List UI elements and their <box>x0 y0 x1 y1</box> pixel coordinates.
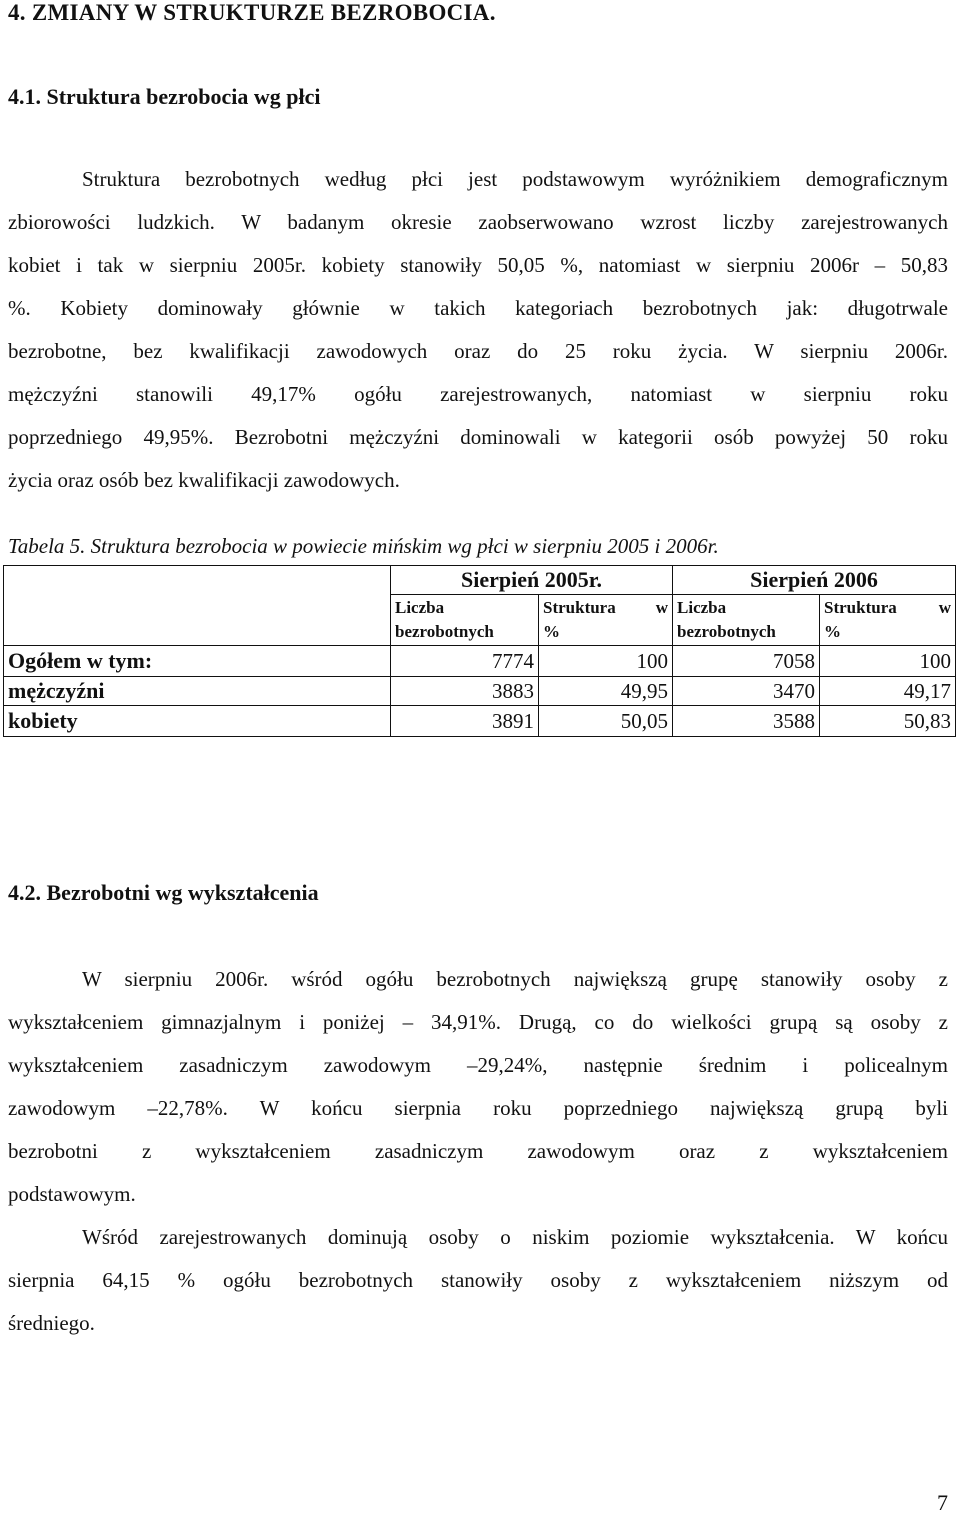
paragraph-line: W sierpniu 2006r. wśród ogółu bezrobotnych największą grupę stanowiły osoby z <box>82 967 948 991</box>
subheader-line: Liczba <box>677 598 727 617</box>
unemployment-gender-table <box>3 565 956 737</box>
subheader-count-2005 <box>391 595 539 646</box>
table-cell: 3470 <box>673 677 820 706</box>
subheader-line: % <box>824 622 842 641</box>
subheader-line: % <box>543 622 560 641</box>
year-header-2005: Sierpień 2005r. <box>391 566 673 595</box>
subheader-share-2005 <box>539 595 673 646</box>
paragraph-line: poprzedniego 49,95%. Bezrobotni mężczyźni dominowali w kategorii osób powyżej 50 roku <box>8 425 948 449</box>
subheader-line: bezrobotnych <box>395 622 494 641</box>
table-header-row <box>4 566 956 595</box>
paragraph-line: zbiorowości ludzkich. W badanym okresie zaobserwowano wzrost liczby zarejestrowanych <box>8 210 948 234</box>
table-cell: 3891 <box>391 706 539 737</box>
paragraph-line: Wśród zarejestrowanych dominują osoby o niskim poziomie wykształcenia. W końcu <box>82 1225 948 1249</box>
paragraph-education-1 <box>8 958 948 1216</box>
subheader-count-2006 <box>673 595 820 646</box>
section-title-4-2: 4.2. Bezrobotni wg wykształcenia <box>8 880 319 905</box>
paragraph-line: mężczyźni stanowili 49,17% ogółu zarejestrowanych, natomiast w sierpniu roku <box>8 382 948 406</box>
paragraph-line: średniego. <box>8 1311 95 1335</box>
paragraph-line: kobiet i tak w sierpniu 2005r. kobiety stanowiły 50,05 %, natomiast w sierpniu 2006r – 50,83 <box>8 253 948 277</box>
table-cell: 100 <box>539 646 673 677</box>
paragraph-line: Struktura bezrobotnych według płci jest podstawowym wyróżnikiem demograficznym <box>82 167 948 191</box>
table-corner-cell <box>4 566 391 646</box>
paragraph-line: zawodowym –22,78%. W końcu sierpnia roku poprzedniego największą grupą byli <box>8 1096 948 1120</box>
paragraph-gender-structure <box>8 158 948 502</box>
subheader-line: Liczba <box>395 598 445 617</box>
paragraph-line: bezrobotni z wykształceniem zasadniczym zawodowym oraz z wykształceniem <box>8 1139 948 1163</box>
paragraph-line: podstawowym. <box>8 1182 136 1206</box>
subheader-share-2006 <box>820 595 956 646</box>
paragraph-education-2 <box>8 1216 948 1345</box>
table-cell: 50,05 <box>539 706 673 737</box>
table-row <box>4 646 956 677</box>
table-cell: 100 <box>820 646 956 677</box>
row-label-men: mężczyźni <box>4 677 391 706</box>
paragraph-line: wykształceniem gimnazjalnym i poniżej – 34,91%. Drugą, co do wielkości grupą są osoby z <box>8 1010 948 1034</box>
paragraph-line: bezrobotne, bez kwalifikacji zawodowych oraz do 25 roku życia. W sierpniu 2006r. <box>8 339 948 363</box>
paragraph-line: sierpnia 64,15 % ogółu bezrobotnych stanowiły osoby z wykształceniem niższym od <box>8 1268 948 1292</box>
table-cell: 7058 <box>673 646 820 677</box>
subheader-line: Struktura w <box>824 598 952 617</box>
table-cell: 49,17 <box>820 677 956 706</box>
subheader-line: Struktura w <box>543 598 669 617</box>
table-cell: 50,83 <box>820 706 956 737</box>
year-header-2006: Sierpień 2006 <box>673 566 956 595</box>
paragraph-line: %. Kobiety dominowały głównie w takich kategoriach bezrobotnych jak: długotrwale <box>8 296 948 320</box>
table-cell: 7774 <box>391 646 539 677</box>
paragraph-line: życia oraz osób bez kwalifikacji zawodowych. <box>8 468 400 492</box>
paragraph-line: wykształceniem zasadniczym zawodowym –29,24%, następnie średnim i policealnym <box>8 1053 948 1077</box>
table-caption: Tabela 5. Struktura bezrobocia w powiecie mińskim wg płci w sierpniu 2005 i 2006r. <box>8 534 719 558</box>
table-cell: 49,95 <box>539 677 673 706</box>
row-label-women: kobiety <box>4 706 391 737</box>
chapter-heading: 4. ZMIANY W STRUKTURZE BEZROBOCIA. <box>8 0 496 25</box>
page-number: 7 <box>937 1490 948 1515</box>
table-cell: 3883 <box>391 677 539 706</box>
subheader-line: bezrobotnych <box>677 622 776 641</box>
table-row <box>4 677 956 706</box>
row-label-total: Ogółem w tym: <box>4 646 391 677</box>
section-title-4-1: 4.1. Struktura bezrobocia wg płci <box>8 84 321 109</box>
table-row <box>4 706 956 737</box>
table-cell: 3588 <box>673 706 820 737</box>
